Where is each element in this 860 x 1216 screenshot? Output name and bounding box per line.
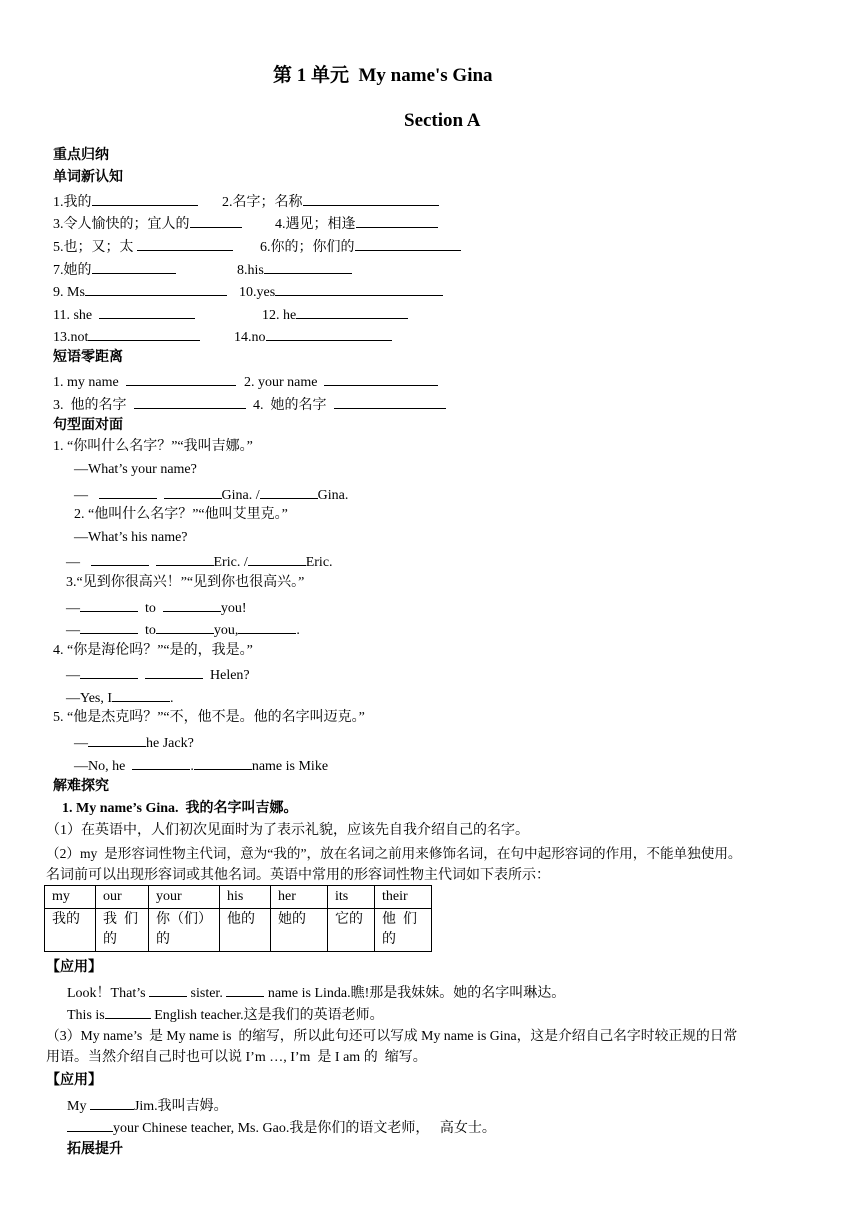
apply-heading-1: 【应用】 bbox=[46, 960, 102, 975]
explain-text-2: （2）my 是形容词性物主代词，意为“我的”，放在名词之前用来修饰名词，在句中起形容词的作用，不能单独使用。 bbox=[46, 846, 742, 861]
answer-blank[interactable] bbox=[303, 191, 439, 206]
cell-text: 我 们 bbox=[103, 912, 138, 927]
table-cell bbox=[271, 909, 328, 952]
answer-text: name is Linda.瞧!那是我妹妹。她的名字叫琳达。 bbox=[264, 986, 566, 1001]
vocab-item-3 bbox=[53, 213, 242, 234]
cell-text: 她的 bbox=[278, 912, 306, 927]
apply-line-4 bbox=[67, 1117, 496, 1138]
cell-text: 他的 bbox=[227, 912, 255, 927]
answer-blank[interactable] bbox=[356, 213, 438, 228]
cell-text: 的 bbox=[156, 932, 170, 947]
vocab-item-1 bbox=[53, 191, 198, 212]
vocab-item-11 bbox=[53, 304, 195, 325]
dash: — bbox=[66, 623, 80, 638]
answer-blank[interactable] bbox=[226, 982, 264, 997]
explain-text-3: 名词前可以出现形容词或其他名词。英语中常用的形容词性物主代词如下表所示： bbox=[46, 868, 550, 883]
vocab-label: 13.not bbox=[53, 330, 89, 345]
phrase-item-4 bbox=[253, 394, 446, 415]
vocab-item-6 bbox=[260, 236, 461, 257]
sentence-1-prompt: 1. “你叫什么名字？”“我叫吉娜。” bbox=[53, 439, 253, 454]
answer-blank[interactable] bbox=[248, 551, 306, 566]
vocab-item-2 bbox=[222, 191, 439, 212]
vocab-label: 11. she bbox=[53, 308, 93, 323]
table-cell bbox=[96, 909, 149, 952]
answer-blank[interactable] bbox=[334, 394, 446, 409]
vocab-label: 6.你的；你们的 bbox=[260, 240, 355, 255]
sentence-1-answer bbox=[74, 484, 348, 505]
phrase-label: 3. 他的名字 bbox=[53, 398, 127, 413]
table-cell bbox=[45, 909, 96, 952]
answer-text: Eric. / bbox=[213, 555, 248, 570]
sentence-2-question: —What’s his name? bbox=[74, 530, 188, 545]
sentence-2-answer bbox=[66, 551, 333, 572]
table-cell: our bbox=[96, 886, 149, 909]
answer-blank[interactable] bbox=[190, 213, 242, 228]
answer-blank[interactable] bbox=[105, 1004, 151, 1019]
sentence-3-line-b bbox=[66, 619, 300, 640]
pronoun-table bbox=[44, 885, 432, 952]
cell-text: 他 们 bbox=[382, 912, 417, 927]
vocab-label: 14.no bbox=[234, 330, 266, 345]
table-cell: his bbox=[220, 886, 271, 909]
section-title: Section A bbox=[404, 110, 481, 131]
explain-point-1: 1. My name’s Gina. 我的名字叫吉娜。 bbox=[62, 801, 298, 816]
vocab-item-9 bbox=[53, 281, 227, 302]
explain-text-1: （1）在英语中，人们初次见面时为了表示礼貌，应该先自我介绍自己的名字。 bbox=[46, 823, 529, 838]
answer-text: name is Mike bbox=[251, 759, 329, 774]
answer-blank[interactable] bbox=[156, 619, 214, 634]
dash: — bbox=[74, 488, 92, 503]
table-cell bbox=[328, 909, 375, 952]
answer-text: Look！That’s bbox=[67, 986, 150, 1001]
vocab-item-8 bbox=[237, 259, 352, 280]
phrase-label: 4. 她的名字 bbox=[253, 398, 327, 413]
vocab-item-4 bbox=[275, 213, 438, 234]
vocab-label: 1.我的 bbox=[53, 195, 92, 210]
phrase-label: 2. your name bbox=[244, 375, 318, 390]
answer-text: English teacher.这是我们的英语老师。 bbox=[150, 1008, 384, 1023]
answer-text: you, bbox=[213, 623, 239, 638]
cell-text: 的 bbox=[382, 932, 396, 947]
table-cell: its bbox=[328, 886, 375, 909]
heading-explanation: 解难探究 bbox=[53, 778, 109, 794]
phrase-item-1 bbox=[53, 371, 236, 392]
cell-text: 你（们） bbox=[156, 912, 212, 927]
answer-blank[interactable] bbox=[149, 982, 187, 997]
sentence-1-question: —What’s your name? bbox=[74, 462, 197, 477]
answer-text: . bbox=[170, 691, 174, 706]
heading-vocabulary: 单词新认知 bbox=[53, 169, 123, 185]
answer-text: Helen? bbox=[203, 668, 250, 683]
vocab-item-14 bbox=[234, 326, 392, 347]
answer-blank[interactable] bbox=[80, 597, 138, 612]
answer-blank[interactable] bbox=[99, 304, 195, 319]
table-row bbox=[45, 886, 432, 909]
vocab-label: 7.她的 bbox=[53, 263, 92, 278]
table-cell bbox=[375, 909, 432, 952]
answer-text: sister. bbox=[187, 986, 227, 1001]
heading-extension: 拓展提升 bbox=[67, 1141, 123, 1157]
sentence-4-prompt: 4. “你是海伦吗？”“是的，我是。” bbox=[53, 643, 253, 658]
explain-text-5: 用语。当然介绍自己时也可以说 I’m …, I’m 是 I am 的 缩写。 bbox=[46, 1050, 427, 1065]
page-title: 第 1 单元 My name's Gina bbox=[273, 65, 493, 86]
answer-blank[interactable] bbox=[92, 259, 176, 274]
answer-blank[interactable] bbox=[132, 755, 190, 770]
table-cell: her bbox=[271, 886, 328, 909]
vocab-item-5 bbox=[53, 236, 233, 257]
answer-blank[interactable] bbox=[85, 281, 227, 296]
vocab-label: 10.yes bbox=[239, 285, 276, 300]
dash: — bbox=[66, 668, 80, 683]
cell-text: 我的 bbox=[52, 912, 80, 927]
vocab-label: 9. Ms bbox=[53, 285, 85, 300]
explain-text-4: （3）My name’s 是 My name is 的缩写，所以此句还可以写成 My name is Gina，这是介绍自己名字时较正规的日常 bbox=[46, 1028, 738, 1043]
answer-blank[interactable] bbox=[260, 484, 318, 499]
table-cell: my bbox=[45, 886, 96, 909]
answer-text: . bbox=[190, 759, 194, 774]
answer-blank[interactable] bbox=[90, 1095, 134, 1110]
vocab-label: 2.名字；名称 bbox=[222, 195, 303, 210]
heading-key-points: 重点归纳 bbox=[53, 147, 109, 163]
vocab-item-10 bbox=[239, 281, 443, 302]
answer-text: you! bbox=[220, 601, 247, 616]
cell-text: 它的 bbox=[335, 912, 363, 927]
answer-blank[interactable] bbox=[88, 732, 146, 747]
dash: — bbox=[74, 736, 88, 751]
answer-text: your Chinese teacher, Ms. Gao.我是你们的语文老师， 高女士。 bbox=[113, 1121, 496, 1136]
dash: — bbox=[66, 601, 80, 616]
answer-blank[interactable] bbox=[264, 259, 352, 274]
table-cell: your bbox=[149, 886, 220, 909]
answer-text: to bbox=[138, 601, 163, 616]
vocab-item-12 bbox=[262, 304, 408, 325]
answer-blank[interactable] bbox=[99, 484, 157, 499]
answer-blank[interactable] bbox=[91, 551, 149, 566]
heading-phrases: 短语零距离 bbox=[53, 349, 123, 365]
apply-heading-2: 【应用】 bbox=[46, 1073, 102, 1088]
answer-blank[interactable] bbox=[163, 597, 221, 612]
answer-blank[interactable] bbox=[88, 326, 200, 341]
vocab-label: 12. he bbox=[262, 308, 297, 323]
vocab-label: 4.遇见；相逢 bbox=[275, 217, 356, 232]
table-cell: their bbox=[375, 886, 432, 909]
sentence-5-prompt: 5. “他是杰克吗？”“不，他不是。他的名字叫迈克。” bbox=[53, 710, 365, 725]
apply-line-3 bbox=[67, 1095, 228, 1116]
phrase-item-2 bbox=[244, 371, 438, 392]
answer-blank[interactable] bbox=[355, 236, 461, 251]
answer-blank[interactable] bbox=[67, 1117, 113, 1132]
sentence-5-line-b bbox=[74, 755, 328, 776]
answer-text: —No, he bbox=[74, 759, 133, 774]
answer-blank[interactable] bbox=[266, 326, 392, 341]
answer-blank[interactable] bbox=[238, 619, 296, 634]
heading-sentences: 句型面对面 bbox=[53, 417, 123, 433]
sentence-2-prompt: 2. “他叫什么名字？”“他叫艾里克。” bbox=[74, 507, 288, 522]
answer-blank[interactable] bbox=[137, 236, 233, 251]
cell-text: 的 bbox=[103, 932, 117, 947]
vocab-item-13 bbox=[53, 326, 200, 347]
answer-blank[interactable] bbox=[92, 191, 198, 206]
answer-blank[interactable] bbox=[296, 304, 408, 319]
sentence-3-line-a bbox=[66, 597, 247, 618]
answer-text: Jim.我叫吉姆。 bbox=[133, 1099, 228, 1114]
answer-blank[interactable] bbox=[164, 484, 222, 499]
answer-blank[interactable] bbox=[156, 551, 214, 566]
answer-text: . bbox=[296, 623, 300, 638]
table-cell bbox=[149, 909, 220, 952]
vocab-label: 5.也；又；太 bbox=[53, 240, 134, 255]
answer-blank[interactable] bbox=[324, 371, 438, 386]
answer-text: This is bbox=[67, 1008, 105, 1023]
answer-text: Gina. / bbox=[221, 488, 260, 503]
phrase-item-3 bbox=[53, 394, 246, 415]
answer-text: My bbox=[67, 1099, 90, 1114]
apply-line-1 bbox=[67, 982, 565, 1003]
table-row bbox=[45, 909, 432, 952]
answer-text: Gina. bbox=[317, 488, 349, 503]
dash: — bbox=[66, 555, 84, 570]
sentence-4-line-b bbox=[66, 687, 174, 708]
answer-text: Eric. bbox=[305, 555, 333, 570]
vocab-label: 3.令人愉快的；宜人的 bbox=[53, 217, 190, 232]
answer-text: —Yes, I bbox=[66, 691, 113, 706]
answer-blank[interactable] bbox=[194, 755, 252, 770]
vocab-item-7 bbox=[53, 259, 176, 280]
answer-blank[interactable] bbox=[112, 687, 170, 702]
vocab-label: 8.his bbox=[237, 263, 264, 278]
answer-text: he Jack? bbox=[146, 736, 194, 751]
answer-blank[interactable] bbox=[145, 664, 203, 679]
sentence-4-line-a bbox=[66, 664, 250, 685]
answer-blank[interactable] bbox=[80, 619, 138, 634]
answer-text: to bbox=[138, 623, 156, 638]
answer-blank[interactable] bbox=[134, 394, 246, 409]
sentence-3-prompt: 3.“见到你很高兴！”“见到你也很高兴。” bbox=[66, 575, 305, 590]
answer-blank[interactable] bbox=[80, 664, 138, 679]
table-cell bbox=[220, 909, 271, 952]
phrase-label: 1. my name bbox=[53, 375, 119, 390]
sentence-5-line-a bbox=[74, 732, 194, 753]
answer-blank[interactable] bbox=[126, 371, 236, 386]
answer-blank[interactable] bbox=[275, 281, 443, 296]
apply-line-2 bbox=[67, 1004, 384, 1025]
